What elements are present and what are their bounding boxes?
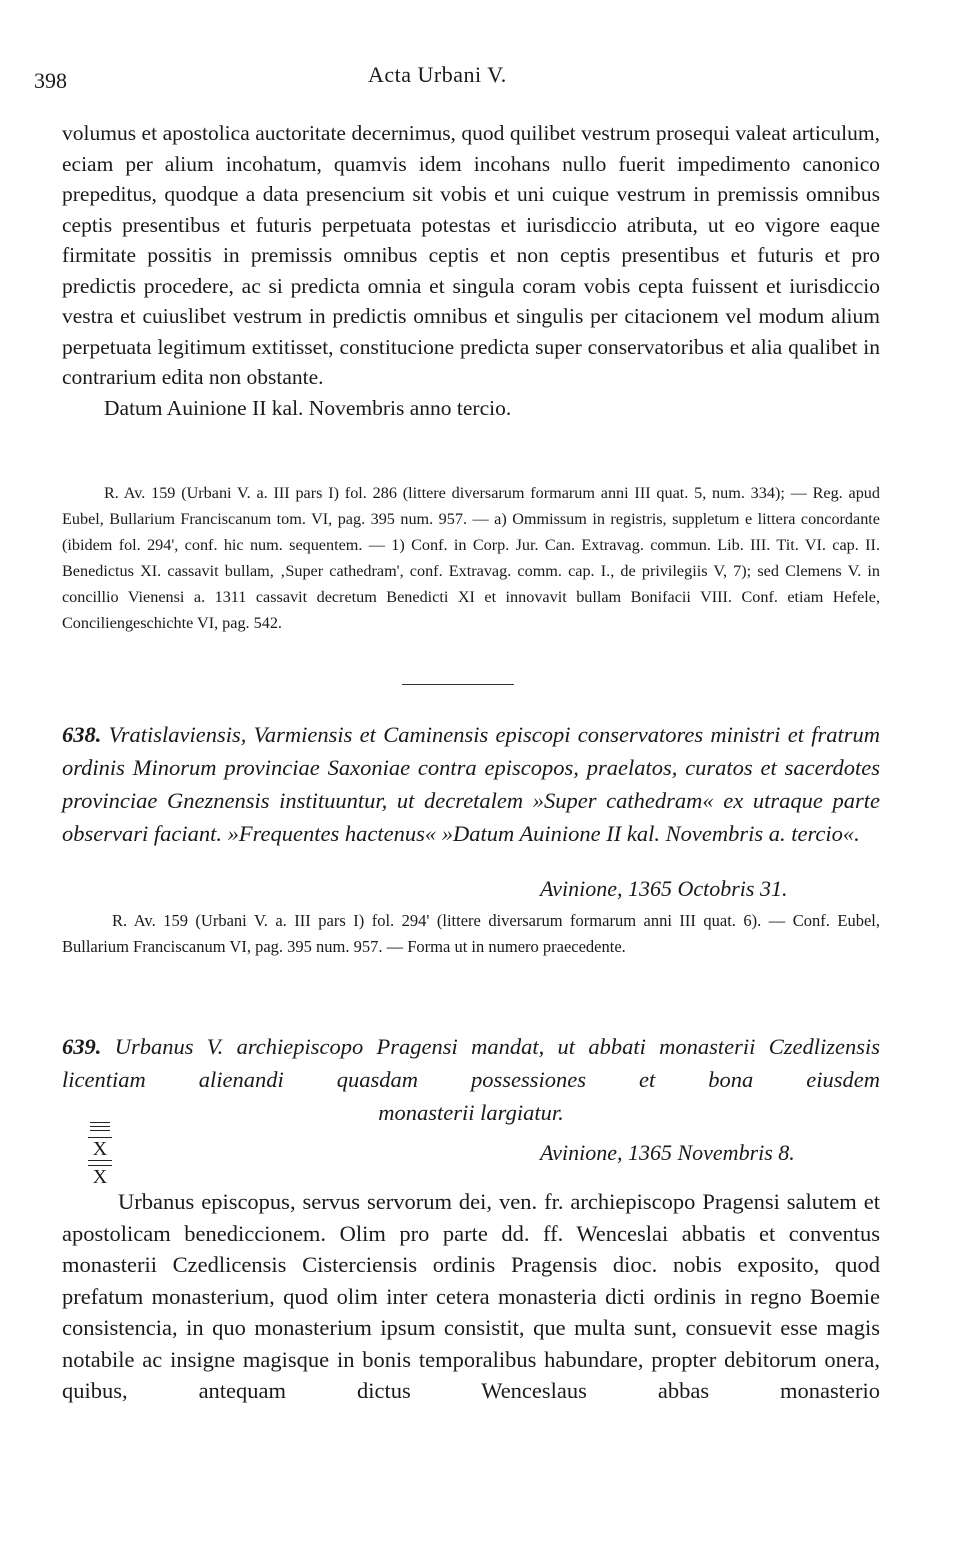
continued-text-block (62, 118, 880, 423)
entry-638-note-text: R. Av. 159 (Urbani V. a. III pars I) fol. 294' (littere diversarum formarum anni III quat. 6). — Conf. Eubel, Bullarium Franciscanum VI, pag. 395 num. 957. — Forma ut in numero praecedente. (62, 911, 880, 956)
entry-639-regest-body: Urbanus V. archiepiscopo Pragensi mandat, ut abbati monasterii Czedlizensis licentiam alienandi quasdam possessiones et bona eiusdem (62, 1034, 880, 1092)
section-divider (402, 684, 514, 685)
footnote-637 (62, 480, 880, 636)
entry-638-regest-body: Vratislaviensis, Varmiensis et Caminensis episcopi conservatores ministri et fratrum ordinis Minorum provinciae Saxoniae contra episcopos, praelatos, curatos et sacerdotes provinciae Gneznensis instituuntur, ut decretalem »Super cathedram« ex utraque parte observari faciant. »Frequentes hactenus« »Datum Auinione II kal. Novembris a. tercio«. (62, 722, 880, 846)
entry-638-regest-text (62, 718, 880, 850)
entry-639-number: 639. (62, 1034, 102, 1059)
entry-639-place-date: Avinione, 1365 Novembris 8. (540, 1140, 795, 1165)
entry-638-number: 638. (62, 722, 102, 747)
entry-639-regest-line2: monasterii largiatur. (378, 1100, 564, 1125)
entry-638-note (62, 908, 880, 960)
entry-638-regest (62, 718, 880, 850)
entry-638-place-date: Avinione, 1365 Octobris 31. (540, 876, 788, 901)
margin-mark (88, 1122, 112, 1188)
entry-639-regest-line1 (62, 1030, 880, 1096)
page-header (0, 60, 960, 96)
entry-639-letter-text: Urbanus episcopus, servus servorum dei, ven. fr. archiepiscopo Pragensi salutem et apostolicam benediccionem. Olim pro parte dd. ff. Wenceslai abbatis et conventus monasterii Czedlicensis Cisterciensis ordinis Pragensis dioc. nobis exposito, quod prefatum monasterium, quod olim inter cetera monasteria dicti ordinis in regno Boemie consistencia, in quo monasterium ipsum consistit, que multa sunt, consuevit esse magis notabile ac insigne magisque in bonis temporalibus habundare, propter debitorum onera, quibus, antequam dictus Wenceslaus abbas monasterio (62, 1189, 880, 1403)
footnote-637-text: R. Av. 159 (Urbani V. a. III pars I) fol. 286 (littere diversarum formarum anni III quat. 5, num. 334); — Reg. apud Eubel, Bullarium Franciscanum tom. VI, pag. 395 num. 957. — a) Ommissum in registris, suppletum e littera concordante (ibidem fol. 294', conf. hic num. sequentem. — 1) Conf. in Corp. Jur. Can. Extravag. commun. Lib. III. Tit. VI. cap. II. Benedictus XI. cassavit bullam, ‚Super cathedram', conf. Extravag. comm. cap. I., de privilegiis V, 7); sed Clemens V. in concillio Vienensi a. 1311 cassavit decretum Benedicti XI et innovavit bullam Bonifacii VIII. Conf. etiam Hefele, Conciliengeschichte VI, pag. 542. (62, 484, 880, 632)
margin-lines-icon (90, 1122, 110, 1131)
margin-mark-x-2: X (88, 1165, 112, 1188)
datum-line: Datum Auinione II kal. Novembris anno tercio. (104, 395, 512, 420)
running-title: Acta Urbani V. (368, 62, 507, 87)
continued-paragraph: volumus et apostolica auctoritate decernimus, quod quilibet vestrum prosequi valeat articulum, eciam per alium incohatum, quamvis idem incohans nullo fuerit impedimento canonico prepeditus, quodque a data presencium sit vobis et uni cuique vestrum in premissis omnibus ceptis presentibus et futuris perpetuata potestas et iurisdiccio atributa, ut eo vigore eaque firmitate possitis in premissis omnibus ceptis et non ceptis presentibus et futuris et pro predictis procedere, ac si predicta omnia et singula coram vobis cepta fuissent et iurisdiccio vestra et cuiuslibet vestrum in predictis omnibus et singulis per citacionem vel modum alium perpetuata legitimum extitisset, constitucione predicta super conservatoribus et alia qualibet in contrarium edita non obstante. (62, 121, 880, 389)
page-number: 398 (34, 68, 67, 93)
entry-639-regest (62, 1030, 880, 1129)
entry-639-letter (62, 1186, 880, 1407)
margin-mark-x-1: X (88, 1137, 112, 1161)
